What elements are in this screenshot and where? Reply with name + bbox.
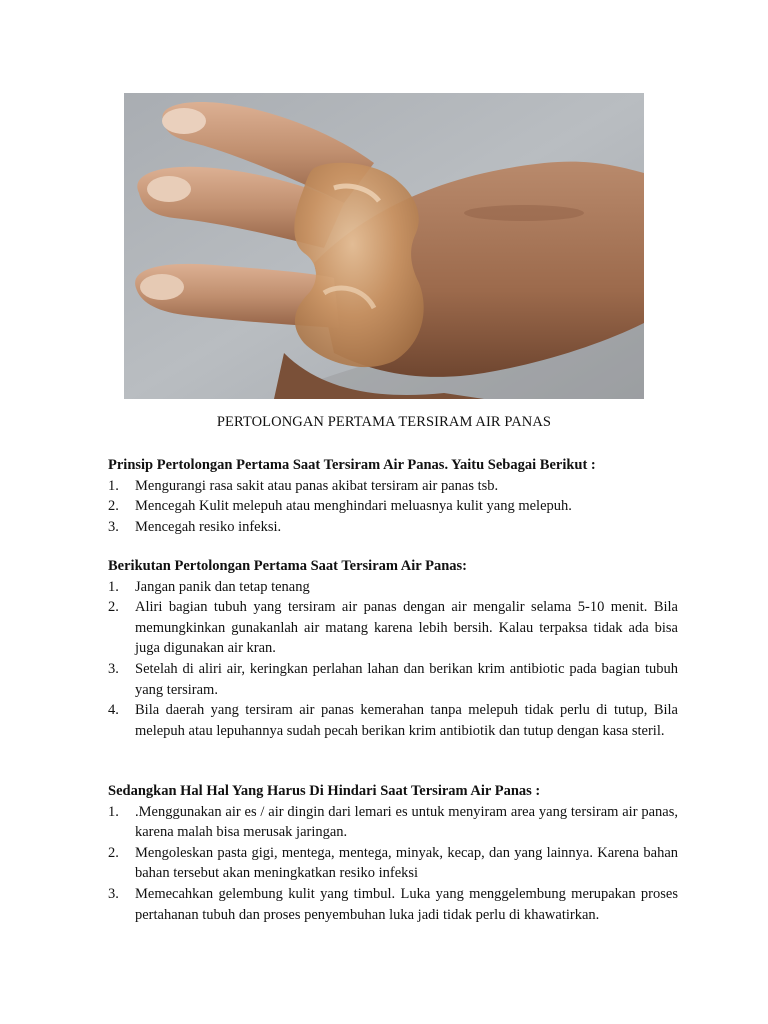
item-number: 3. xyxy=(108,885,119,902)
item-text: Jangan panik dan tetap tenang xyxy=(135,578,310,595)
list-item xyxy=(108,577,678,598)
section-first-aid xyxy=(108,556,678,741)
item-number: 1. xyxy=(108,477,119,494)
item-text: Aliri bagian tubuh yang tersiram air panas dengan air mengalir selama 5-10 menit. Bila memungkinkan gunakanlah air matang karena lebih bersih. Kalau terpaksa tidak ada bisa juga digunakan air kran. xyxy=(135,599,678,657)
item-text: Mencegah resiko infeksi. xyxy=(135,518,282,535)
item-number: 1. xyxy=(108,803,119,820)
burned-hand-photo xyxy=(124,93,644,399)
item-text: Memecahkan gelembung kulit yang timbul. Luka yang menggelembung merupakan proses pertahanan tubuh dan proses penyembuhan luka jadi tidak perlu di khawatirkan. xyxy=(135,885,678,923)
item-text: .Menggunakan air es / air dingin dari lemari es untuk menyiram area yang tersiram air panas, karena malah bisa merusak jaringan. xyxy=(135,803,678,841)
section-heading: Berikutan Pertolongan Pertama Saat Tersiram Air Panas: xyxy=(108,558,467,574)
section-avoid xyxy=(108,781,678,925)
principles-list xyxy=(108,476,678,538)
item-number: 2. xyxy=(108,498,119,515)
list-item xyxy=(108,802,678,843)
list-item xyxy=(108,517,678,538)
item-number: 1. xyxy=(108,578,119,595)
item-text: Setelah di aliri air, keringkan perlahan lahan dan berikan krim antibiotic pada bagian tubuh yang tersiram. xyxy=(135,660,678,698)
page-title: PERTOLONGAN PERTAMA TERSIRAM AIR PANAS xyxy=(216,414,552,430)
item-text: Mencegah Kulit melepuh atau menghindari meluasnya kulit yang melepuh. xyxy=(135,498,572,515)
list-item xyxy=(108,496,678,517)
list-item xyxy=(108,884,678,925)
item-text: Mengurangi rasa sakit atau panas akibat tersiram air panas tsb. xyxy=(135,477,499,494)
item-number: 3. xyxy=(108,518,119,535)
list-item xyxy=(108,597,678,659)
section-heading: Prinsip Pertolongan Pertama Saat Tersiram Air Panas. Yaitu Sebagai Berikut : xyxy=(108,457,596,473)
item-text: Mengoleskan pasta gigi, mentega, mentega, minyak, kecap, dan yang lainnya. Karena bahan bahan tersebut akan meningkatkan resiko infeksi xyxy=(135,844,678,882)
item-text: Bila daerah yang tersiram air panas kemerahan tanpa melepuh tidak perlu di tutup, Bila melepuh atau lepuhannya sudah pecah berikan krim antibiotik dan tutup dengan kasa steril. xyxy=(135,702,678,739)
item-number: 2. xyxy=(108,599,119,616)
first-aid-list xyxy=(108,577,678,742)
section-principles xyxy=(108,455,678,537)
list-item xyxy=(108,659,678,700)
item-number: 2. xyxy=(108,844,119,861)
list-item xyxy=(108,476,678,497)
item-number: 3. xyxy=(108,660,119,677)
item-number: 4. xyxy=(108,702,119,719)
list-item xyxy=(108,700,678,741)
section-heading: Sedangkan Hal Hal Yang Harus Di Hindari Saat Tersiram Air Panas : xyxy=(108,783,541,799)
list-item xyxy=(108,843,678,884)
avoid-list xyxy=(108,802,678,926)
